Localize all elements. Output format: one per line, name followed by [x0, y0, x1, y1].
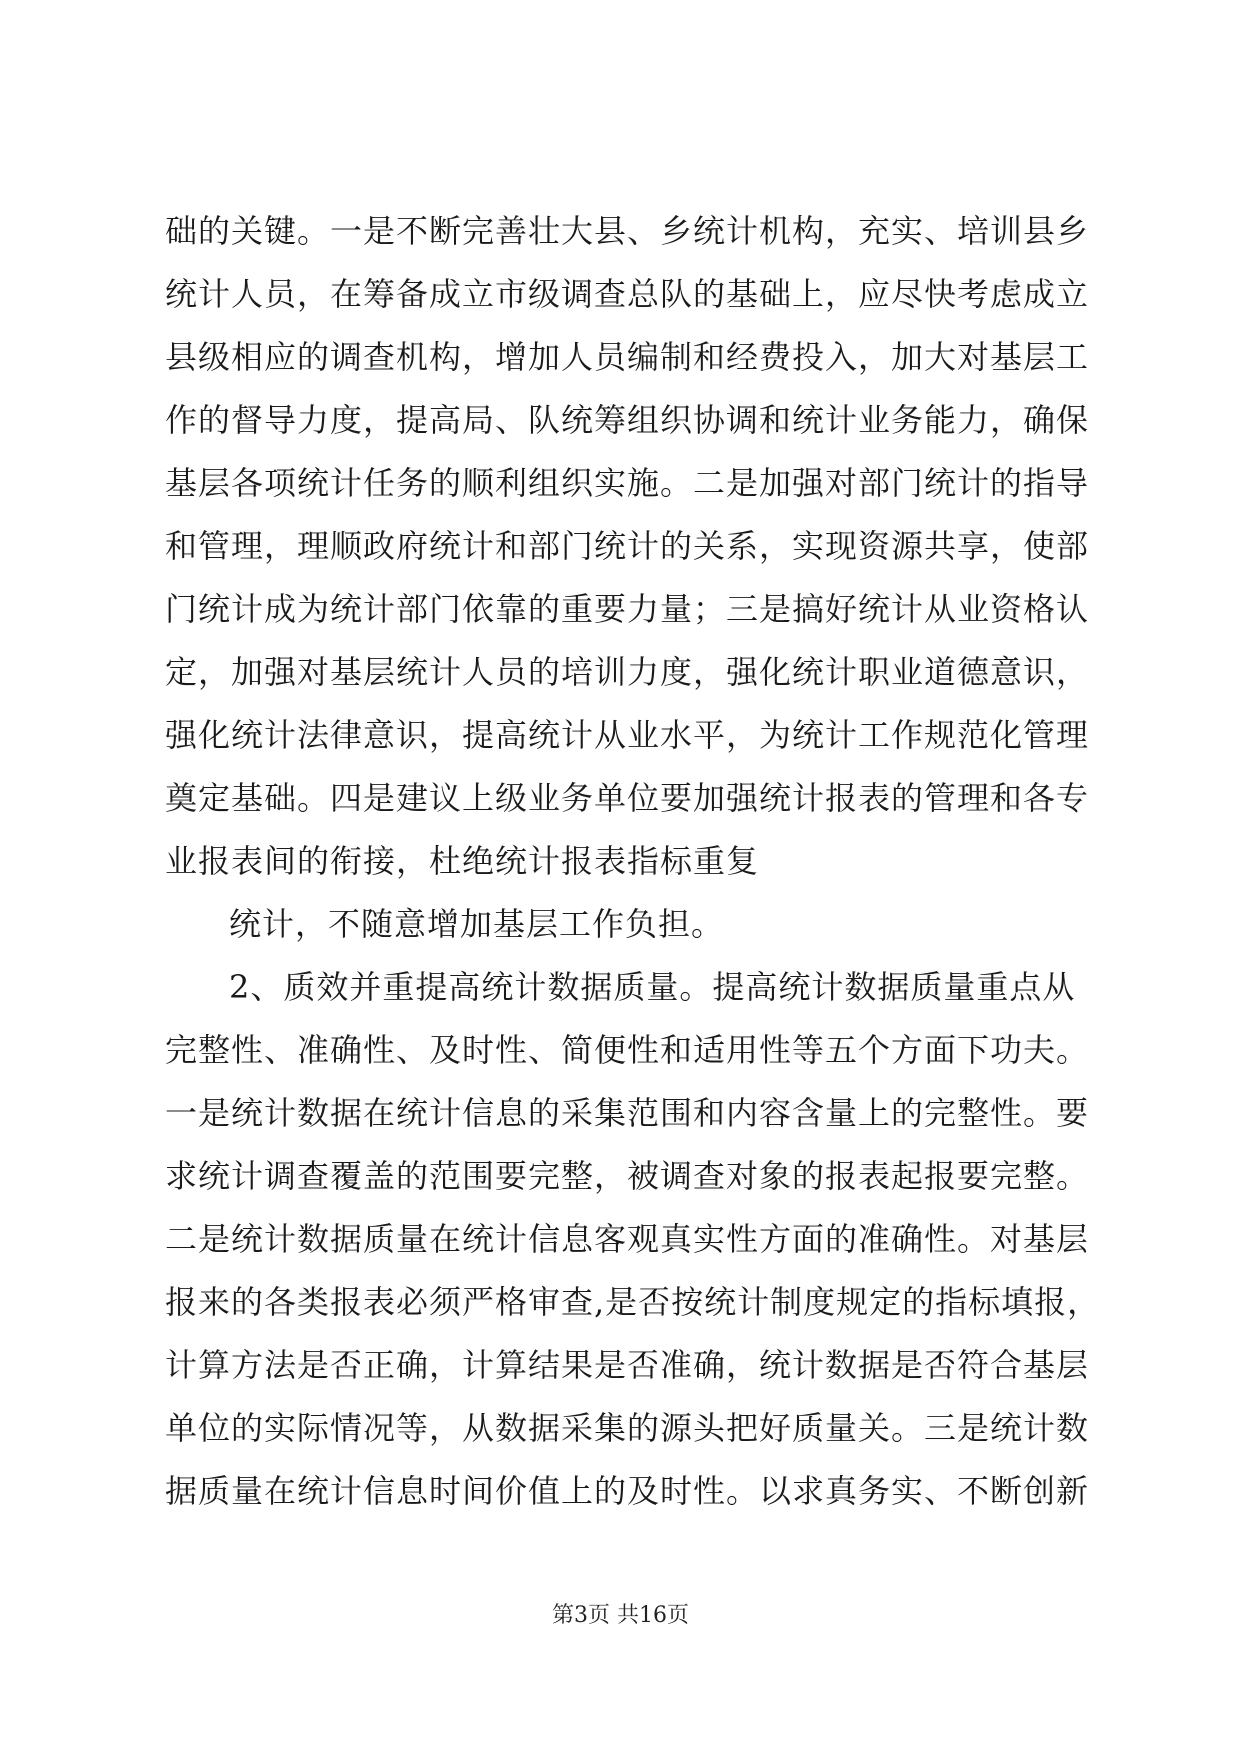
text-line: 和管理，理顺政府统计和部门统计的关系，实现资源共享，使部 [165, 527, 1090, 565]
text-line: 业报表间的衔接，杜绝统计报表指标重复 [165, 842, 760, 880]
text-line: 二是统计数据质量在统计信息客观真实性方面的准确性。对基层 [165, 1220, 1090, 1258]
text-line: 据质量在统计信息时间价值上的及时性。以求真务实、不断创新 [165, 1472, 1090, 1510]
text-line: 统计人员，在筹备成立市级调查总队的基础上，应尽快考虑成立 [165, 275, 1090, 313]
text-line: 门统计成为统计部门依靠的重要力量；三是搞好统计从业资格认 [165, 590, 1090, 628]
text-line: 一是统计数据在统计信息的采集范围和内容含量上的完整性。要 [165, 1094, 1090, 1132]
text-line: 报来的各类报表必须严格审查,是否按统计制度规定的指标填报， [165, 1283, 1101, 1321]
text-line: 定，加强对基层统计人员的培训力度，强化统计职业道德意识， [165, 653, 1090, 691]
page-number-footer: 第3页 共16页 [552, 1603, 689, 1628]
text-line: 基层各项统计任务的顺利组织实施。二是加强对部门统计的指导 [165, 464, 1090, 502]
text-line: 作的督导力度，提高局、队统筹组织协调和统计业务能力，确保 [165, 401, 1090, 439]
text-line: 单位的实际情况等，从数据采集的源头把好质量关。三是统计数 [165, 1409, 1090, 1447]
text-line: 计算方法是否正确，计算结果是否准确，统计数据是否符合基层 [165, 1346, 1090, 1384]
text-line: 求统计调查覆盖的范围要完整，被调查对象的报表起报要完整。 [165, 1157, 1090, 1195]
body-text [165, 200, 1105, 1523]
text-line: 县级相应的调查机构，增加人员编制和经费投入，加大对基层工 [165, 338, 1090, 376]
text-line: 奠定基础。四是建议上级业务单位要加强统计报表的管理和各专 [165, 779, 1090, 817]
text-line: 完整性、准确性、及时性、简便性和适用性等五个方面下功夫。 [165, 1031, 1090, 1069]
text-line: 础的关键。一是不断完善壮大县、乡统计机构，充实、培训县乡 [165, 212, 1090, 250]
text-line: 强化统计法律意识，提高统计从业水平，为统计工作规范化管理 [165, 716, 1090, 754]
paragraph-start-line: 2、质效并重提高统计数据质量。提高统计数据质量重点从 [229, 968, 1076, 1006]
paragraph-start-line: 统计，不随意增加基层工作负担。 [229, 905, 725, 943]
